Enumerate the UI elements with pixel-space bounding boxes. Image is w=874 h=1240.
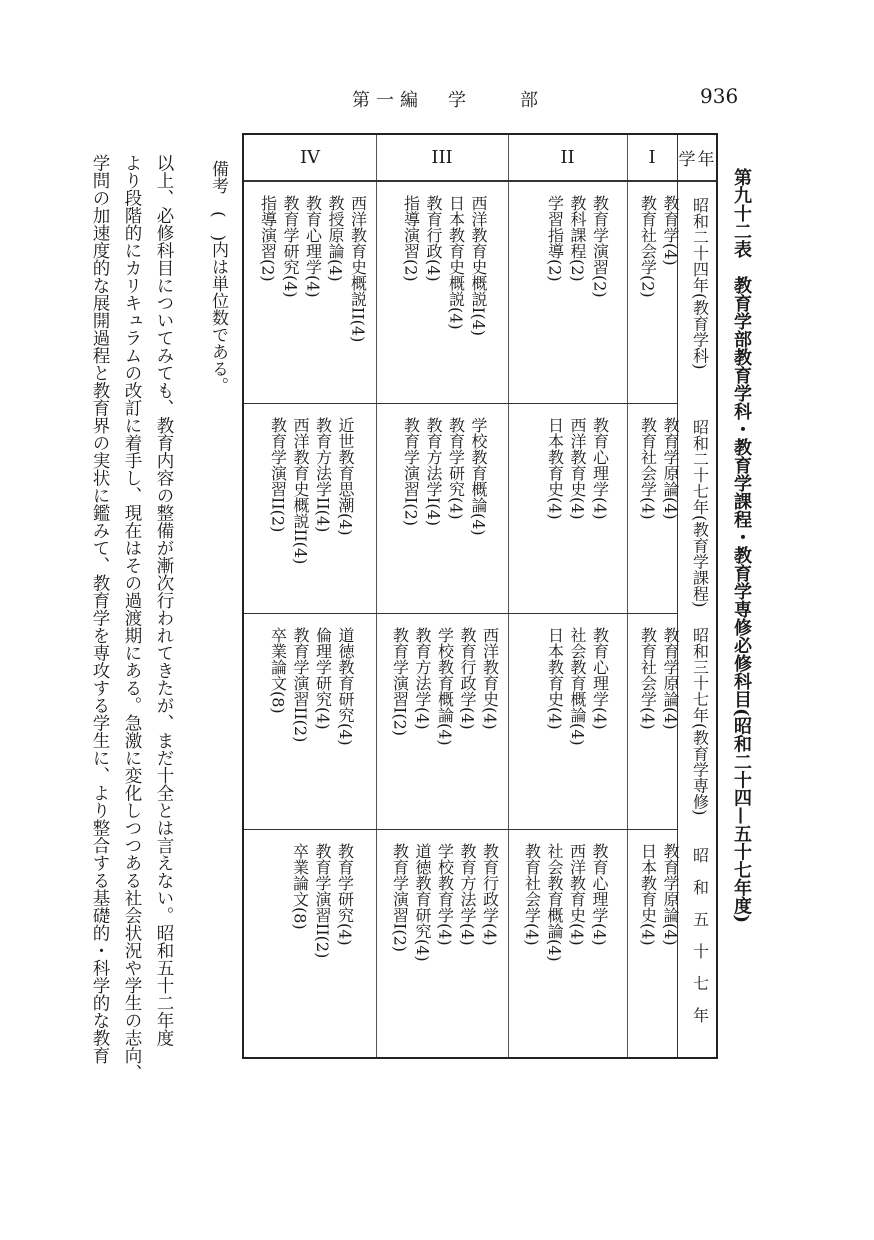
header-divider <box>244 181 716 182</box>
era-column-label: 昭 和 五 十 七 年 <box>690 847 710 1023</box>
column-divider <box>244 829 677 830</box>
subject-cell: 教育学演習(2) 教科課程(2) 学習指導(2) <box>545 195 610 298</box>
subject-cell: 西洋教育史(4) 教育行政学(4) 学校教育概論(4) 教育方法学(4) 教育学演習I(2) <box>390 627 500 746</box>
subject-cell: 教育心理学(4) 社会教育概論(4) 日本教育史(4) <box>545 627 610 746</box>
era-column-label: 昭和二十七年(教育学課程) <box>690 419 710 608</box>
subject-cell: 教育学研究(4) 教育学演習II(2) 卒業論文(8) <box>290 843 355 959</box>
table-title: 第九十二表 教育学部教育学科・教育学課程・教育学専修必修科目(昭和二十四—五十七年度) <box>731 168 752 924</box>
column-divider <box>244 613 677 614</box>
year-row-label: II <box>508 135 627 181</box>
body-paragraph: 以上、必修科目についてみても、教育内容の整備が漸次行われてきたが、まだ十全とは言えない。昭和五十二年度 より段階的にカリキュラムの改訂に着手し、現在はその過渡期にある。急激に変化しつつある社会状況や学生の志向、 学問の加速度的な展開過程と教育界の実状に鑑みて、教育学を専攻する学生に、より整合する基礎的・科学的な教育 <box>90 154 174 1082</box>
table-note: 備考 ( )内は単位数である。 <box>208 160 228 395</box>
column-divider <box>244 403 677 404</box>
era-column-label: 昭和二十四年(教育学科) <box>690 197 710 370</box>
subject-cell: 教育心理学(4) 西洋教育史(4) 社会教育概論(4) 教育社会学(4) <box>522 843 609 962</box>
running-header: 第一編 学 部 <box>352 90 544 111</box>
subject-cell: 学校教育概論(4) 教育学研究(4) 教育方法学I(4) 教育学演習I(2) <box>401 417 488 536</box>
row-divider <box>508 135 509 1057</box>
year-row-label: I <box>627 135 677 181</box>
subject-cell: 西洋教育史概説II(4) 教授原論(4) 教育心理学(4) 教育学研究(4) 指導演習(2) <box>258 195 368 343</box>
subject-cell: 教育心理学(4) 西洋教育史(4) 日本教育史(4) <box>545 417 610 520</box>
row-divider <box>376 135 377 1057</box>
subject-cell: 道徳教育研究(4) 倫理学研究(4) 教育学演習II(2) 卒業論文(8) <box>268 627 355 746</box>
subject-cell: 教育学原論(4) 教育社会学(4) <box>638 627 680 730</box>
row-divider <box>627 135 628 1057</box>
subject-cell: 教育学(4) 教育社会学(2) <box>638 195 680 298</box>
subject-cell: 教育行政学(4) 教育方法学(4) 学校教育学(4) 道徳教育研究(4) 教育学演習I(2) <box>390 843 500 962</box>
year-row-label: III <box>376 135 508 181</box>
subject-cell: 近世教育思潮(4) 教育方法学II(4) 西洋教育史概説II(4) 教育学演習II(2) <box>268 417 355 565</box>
subject-cell: 教育学原論(4) 日本教育史(4) <box>638 843 680 946</box>
page-number: 936 <box>700 84 739 108</box>
subject-cell: 教育学原論(4) 教育社会学(4) <box>638 417 680 520</box>
subject-cell: 西洋教育史概説I(4) 日本教育史概説(4) 教育行政(4) 指導演習(2) <box>401 195 488 336</box>
year-row-label: IV <box>244 135 376 181</box>
year-label: 学年 <box>677 135 718 181</box>
required-subjects-table <box>242 133 718 1059</box>
era-column-label: 昭和三十七年(教育学専修) <box>690 627 710 816</box>
